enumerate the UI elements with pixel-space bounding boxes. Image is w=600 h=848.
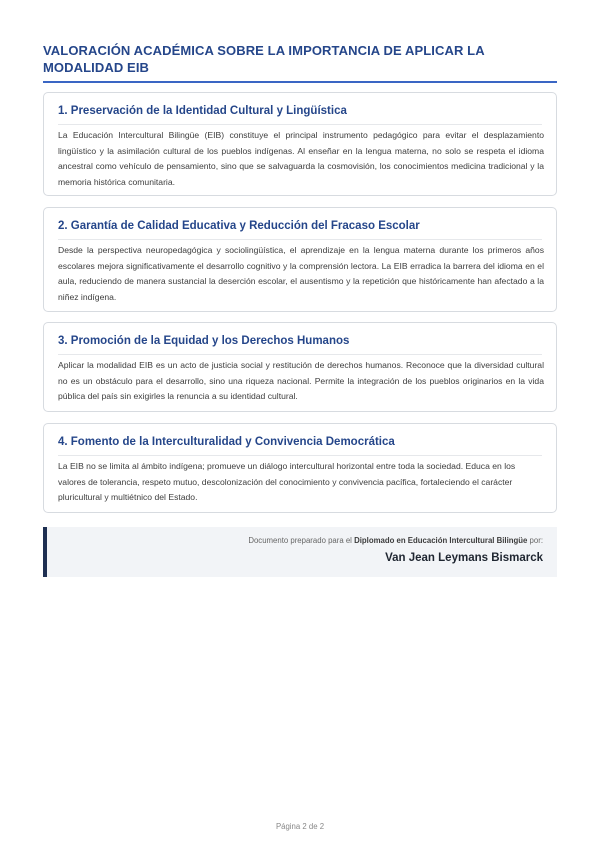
section-divider — [58, 124, 542, 125]
signature-block — [43, 527, 557, 577]
section-divider — [58, 455, 542, 456]
section-divider — [58, 239, 542, 240]
section-heading: 3. Promoción de la Equidad y los Derechos Humanos — [58, 335, 350, 347]
signature-program: Diplomado en Educación Intercultural Bilingüe — [354, 536, 528, 545]
section-body: La Educación Intercultural Bilingüe (EIB) constituye el principal instrumento pedagógico para evitar el desplazamiento lingüístico y la asimilación cultural de los pueblos indígenas. Al enseñar en la lengua materna, no solo se respeta el idioma ancestral como vehículo de pensamiento, sino que se salvaguarda la cosmovisión, los conocimientos medicina tradicional y la memoria histórica comunitaria. — [58, 130, 544, 187]
section-body: Aplicar la modalidad EIB es un acto de justicia social y restitución de derechos humanos. Reconoce que la diversidad cultural no es un obstáculo para el desarrollo, sino una riqueza nacional. Permite la integración de los pueblos originarios en la vida pública del país sin exigirles la renuncia a su identidad cultural. — [58, 360, 544, 401]
signature-author: Van Jean Leymans Bismarck — [385, 552, 543, 564]
signature-prefix: Documento preparado para el — [248, 536, 355, 545]
section-divider — [58, 354, 542, 355]
section-card-1 — [43, 92, 557, 196]
section-card-3 — [43, 322, 557, 412]
section-heading: 4. Fomento de la Interculturalidad y Convivencia Democrática — [58, 436, 395, 448]
section-card-2 — [43, 207, 557, 312]
page-number: Página 2 de 2 — [275, 822, 325, 831]
section-heading: 2. Garantía de Calidad Educativa y Reducción del Fracaso Escolar — [58, 220, 420, 232]
section-card-4 — [43, 423, 557, 513]
section-body: Desde la perspectiva neuropedagógica y sociolingüística, el aprendizaje en la lengua materna durante los primeros años escolares mejora significativamente el desarrollo cognitivo y la comprensión lectora. La EIB erradica la barrera del idioma en el aula, reduciendo de manera sustancial la deserción escolar, el ausentismo y la repetición que históricamente han afectado a la niñez indígena. — [58, 245, 544, 302]
document-title: VALORACIÓN ACADÉMICA SOBRE LA IMPORTANCIA DE APLICAR LA MODALIDAD EIB — [43, 43, 485, 75]
signature-caption — [248, 536, 543, 545]
section-heading: 1. Preservación de la Identidad Cultural y Lingüística — [58, 105, 347, 117]
title-underline — [43, 81, 557, 83]
signature-suffix: por: — [527, 536, 543, 545]
section-body: La EIB no se limita al ámbito indígena; promueve un diálogo intercultural horizontal entre toda la sociedad. Educa en los valores de tolerancia, respeto mutuo, descolonización del conocimiento y convivencia pacífica, fortaleciendo el carácter pluricultural y multiétnico del Estado. — [58, 461, 516, 502]
